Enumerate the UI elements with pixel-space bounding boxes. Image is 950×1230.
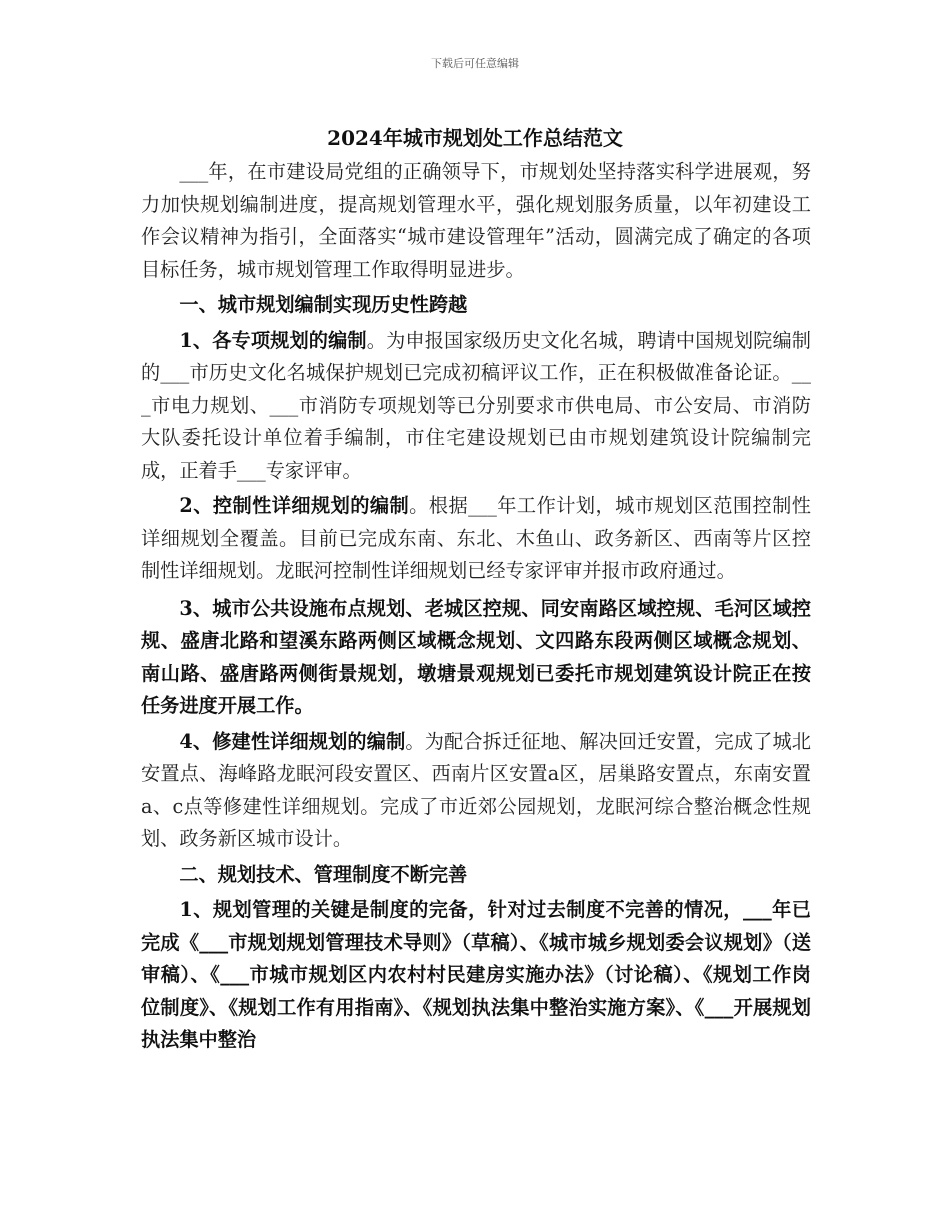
document-body <box>141 156 811 1057</box>
item-4-body: 。为配合拆迁征地、解决回迁安置，完成了城北安置点、海峰路龙眠河段安置区、西南片区安置a区，居巢路安置点，东南安置a、c点等修建性详细规划。完成了市近郊公园规划，龙眠河综合整治概念性规划、政务新区城市设计。 <box>141 729 811 850</box>
document-title: 2024年城市规划处工作总结范文 <box>327 126 623 150</box>
item-4-paragraph <box>141 726 811 856</box>
item-3-paragraph: 3、城市公共设施布点规划、老城区控规、同安南路区域控规、毛河区域控规、盛唐北路和望溪东路两侧区域概念规划、文四路东段两侧区域概念规划、南山路、盛唐路两侧街景规划，墩塘景观规划已委托市规划建筑设计院正在按任务进度开展工作。 <box>141 596 811 717</box>
item-1-paragraph <box>141 325 811 488</box>
item-4-lead: 4、修建性详细规划的编制 <box>179 729 406 753</box>
download-note: 下载后可任意编辑 <box>431 57 519 70</box>
item-2-lead: 2、控制性详细规划的编制 <box>179 494 410 517</box>
intro-paragraph: ___年，在市建设局党组的正确领导下，市规划处坚持落实科学进展观，努力加快规划编制进度，提高规划管理水平，强化规划服务质量，以年初建设工作会议精神为指引，全面落实“城市建设管理年”活动，圆满完成了确定的各项目标任务，城市规划管理工作取得明显进步。 <box>141 160 811 281</box>
item-2-body: 。根据___年工作计划，城市规划区范围控制性详细规划全覆盖。目前已完成东南、东北、木鱼山、政务新区、西南等片区控制性详细规划。龙眠河控制性详细规划已经专家评审并报市政府通过。 <box>141 494 811 582</box>
section-heading-2: 二、规划技术、管理制度不断完善 <box>179 862 468 886</box>
section-heading-1: 一、城市规划编制实现历史性跨越 <box>179 293 468 316</box>
item-1-lead: 1、各专项规划的编制 <box>179 328 367 352</box>
item-2-paragraph <box>141 490 811 588</box>
item-1-body: 。为申报国家级历史文化名城，聘请中国规划院编制的___市历史文化名城保护规划已完成初稿评议工作，正在积极做准备论证。___市电力规划、___市消防专项规划等已分别要求市供电局、市公安局、市消防大队委托设计单位着手编制，市住宅建设规划已由市规划建筑设计院编制完成，正着手___专家评审。 <box>141 328 811 482</box>
item-5-paragraph: 1、规划管理的关键是制度的完备，针对过去制度不完善的情况，___年已完成《___市规划规划管理技术导则》（草稿）、《城市城乡规划委会议规划》（送审稿）、《___市城市规划区内农村村民建房实施办法》（讨论稿）、《规划工作岗位制度》、《规划工作有用指南》、《规划执法集中整治实施方案》、《___开展规划执法集中整治 <box>141 898 811 1051</box>
